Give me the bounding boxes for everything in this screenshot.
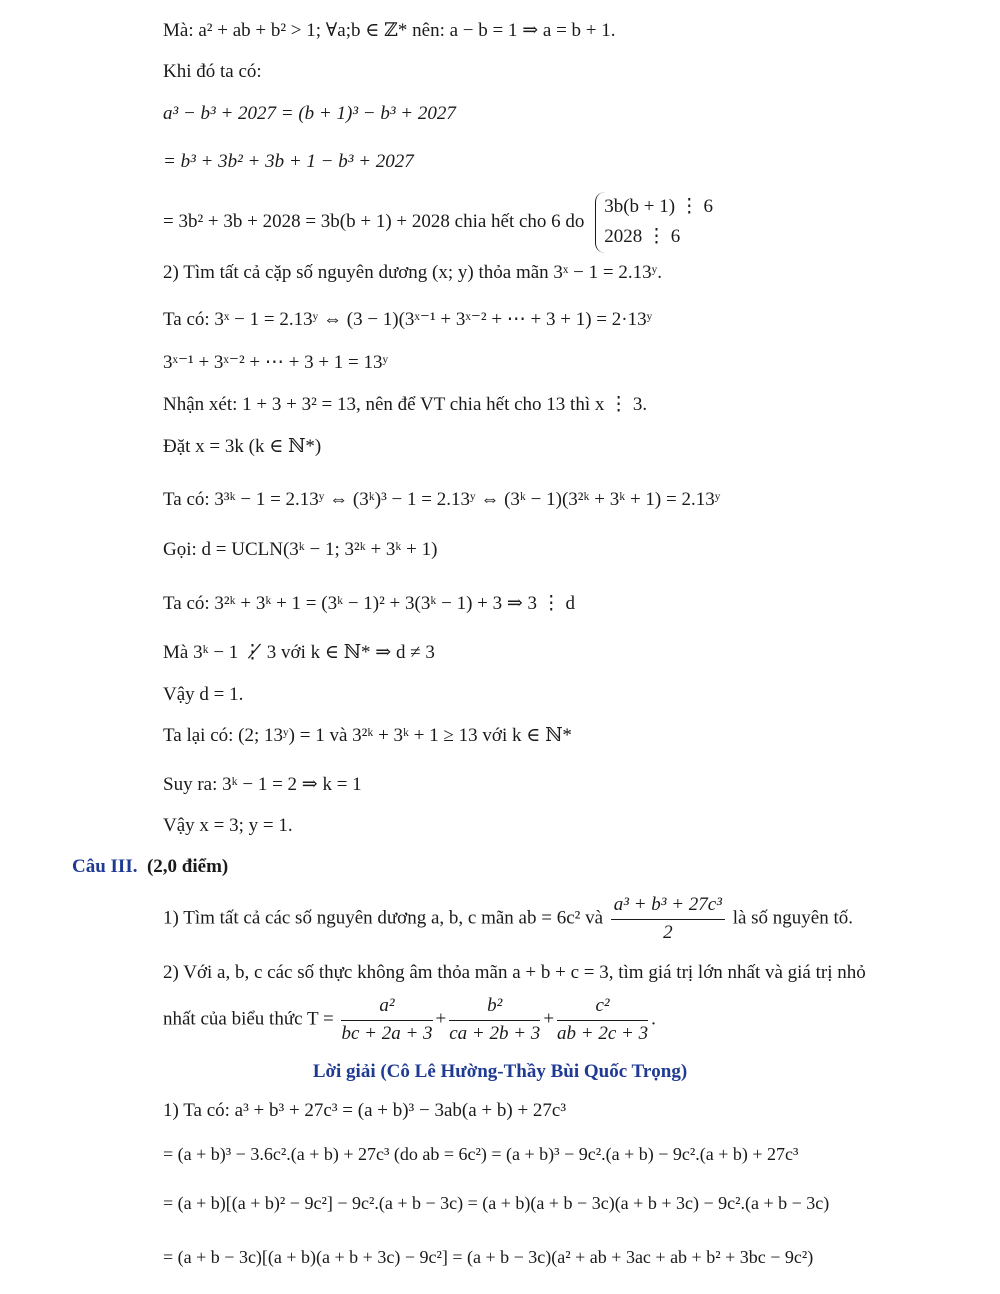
math-line: Gọi: d = UCLN(3ᵏ − 1; 3²ᵏ + 3ᵏ + 1) [163,539,438,560]
math-line-with-system [163,192,713,253]
problem-2-line-2: nhất của biểu thức T = $\frac{\text{a²}}{bc + 2a + 3}$ + $\frac{\text{b²}}{ca + 2b + 3}$ + $\frac{\text{c²}}{ab + 2c + 3}$ . [163,995,656,1044]
solution-line: = (a + b − 3c)[(a + b)(a + b + 3c) − 9c²] = (a + b − 3c)(a² + ab + 3ac + ab + b² + 3bc − 9c²) [163,1247,814,1267]
section-title: Câu III. [72,856,138,877]
fraction [341,995,432,1046]
fraction-numerator: a² [341,995,432,1021]
fraction [611,894,725,945]
system-row: 2028 ⋮ 6 [604,226,681,248]
solution-title: Lời giải (Cô Lê Hường-Thầy Bùi Quốc Trọng) [312,1061,688,1082]
section-points: (2,0 điểm) [146,856,229,877]
math-line: Ta có: 3ˣ − 1 = 2.13ʸ ⇔ (3 − 1)(3ˣ⁻¹ + 3ˣ⁻² + ⋯ + 3 + 1) = 2·13ʸ [163,309,653,330]
text-line: Suy ra: 3ᵏ − 1 = 2 ⇒ k = 1 [163,774,362,795]
math-line: 3ˣ⁻¹ + 3ˣ⁻² + ⋯ + 3 + 1 = 13ʸ [163,352,389,373]
problem-2-prefix: nhất của biểu thức T = [163,1008,334,1030]
problem-2-line-1: 2) Với a, b, c các số thực không âm thỏa mãn a + b + c = 3, tìm giá trị lớn nhất và giá trị nhỏ [163,962,866,983]
problem-1 [163,894,853,945]
fraction-denominator: ab + 2c + 3 [557,1022,649,1044]
fraction-numerator: a³ + b³ + 27c³ [611,894,725,920]
text-line: Đặt x = 3k (k ∈ ℕ*) [163,436,322,457]
fraction-denominator: 2 [663,921,673,943]
text-line: 2) Tìm tất cả cặp số nguyên dương (x; y) thỏa mãn 3ˣ − 1 = 2.13ʸ. [163,262,662,283]
problem-1-text: 1) Tìm tất cả các số nguyên dương a, b, c mãn ab = 6c² và [163,907,604,929]
text-line: Vậy x = 3; y = 1. [163,815,293,836]
solution-line: = (a + b)³ − 3.6c².(a + b) + 27c³ (do ab = 6c²) = (a + b)³ − 9c².(a + b) − 9c².(a + b) + 27c³ [163,1144,799,1164]
condition-system [595,192,713,253]
section-heading [72,856,228,878]
fraction-denominator: ca + 2b + 3 [449,1022,541,1044]
math-line: = b³ + 3b² + 3b + 1 − b³ + 2027 [163,151,414,172]
solution-line: 1) Ta có: a³ + b³ + 27c³ = (a + b)³ − 3ab(a + b) + 27c³ [163,1100,567,1121]
fraction-numerator: b² [449,995,540,1021]
text-line: Vậy d = 1. [163,684,244,705]
fraction [557,995,648,1046]
text-line: Khi đó ta có: [163,61,262,82]
math-text: = 3b² + 3b + 2028 = 3b(b + 1) + 2028 chia hết cho 6 do [163,210,585,232]
fraction [449,995,540,1046]
solution-line: = (a + b)[(a + b)² − 9c²] − 9c².(a + b − 3c) = (a + b)(a + b − 3c)(a + b + 3c) − 9c².(a + b − 3c) [163,1193,830,1213]
math-line: a³ − b³ + 2027 = (b + 1)³ − b³ + 2027 [163,103,456,124]
system-row: 3b(b + 1) ⋮ 6 [604,196,714,217]
math-line: Mà 3ᵏ − 1 ⋮̸ 3 với k ∈ ℕ* ⇒ d ≠ 3 [163,642,435,663]
problem-1-tail: là số nguyên tố. [732,907,854,929]
math-line: Ta có: 3²ᵏ + 3ᵏ + 1 = (3ᵏ − 1)² + 3(3ᵏ − 1) + 3 ⇒ 3 ⋮ d [163,593,576,614]
fraction-denominator: bc + 2a + 3 [341,1022,433,1044]
text-line: Nhận xét: 1 + 3 + 3² = 13, nên để VT chia hết cho 13 thì x ⋮ 3. [163,394,648,415]
text-line: Mà: a² + ab + b² > 1; ∀a;b ∈ ℤ* nên: a − b = 1 ⇒ a = b + 1. [163,20,616,41]
math-line: Ta có: 3³ᵏ − 1 = 2.13ʸ ⇔ (3ᵏ)³ − 1 = 2.13ʸ ⇔ (3ᵏ − 1)(3²ᵏ + 3ᵏ + 1) = 2.13ʸ [163,489,721,510]
fraction-numerator: c² [557,995,648,1021]
text-line: Ta lại có: (2; 13ʸ) = 1 và 3²ᵏ + 3ᵏ + 1 ≥ 13 với k ∈ ℕ* [163,725,572,746]
